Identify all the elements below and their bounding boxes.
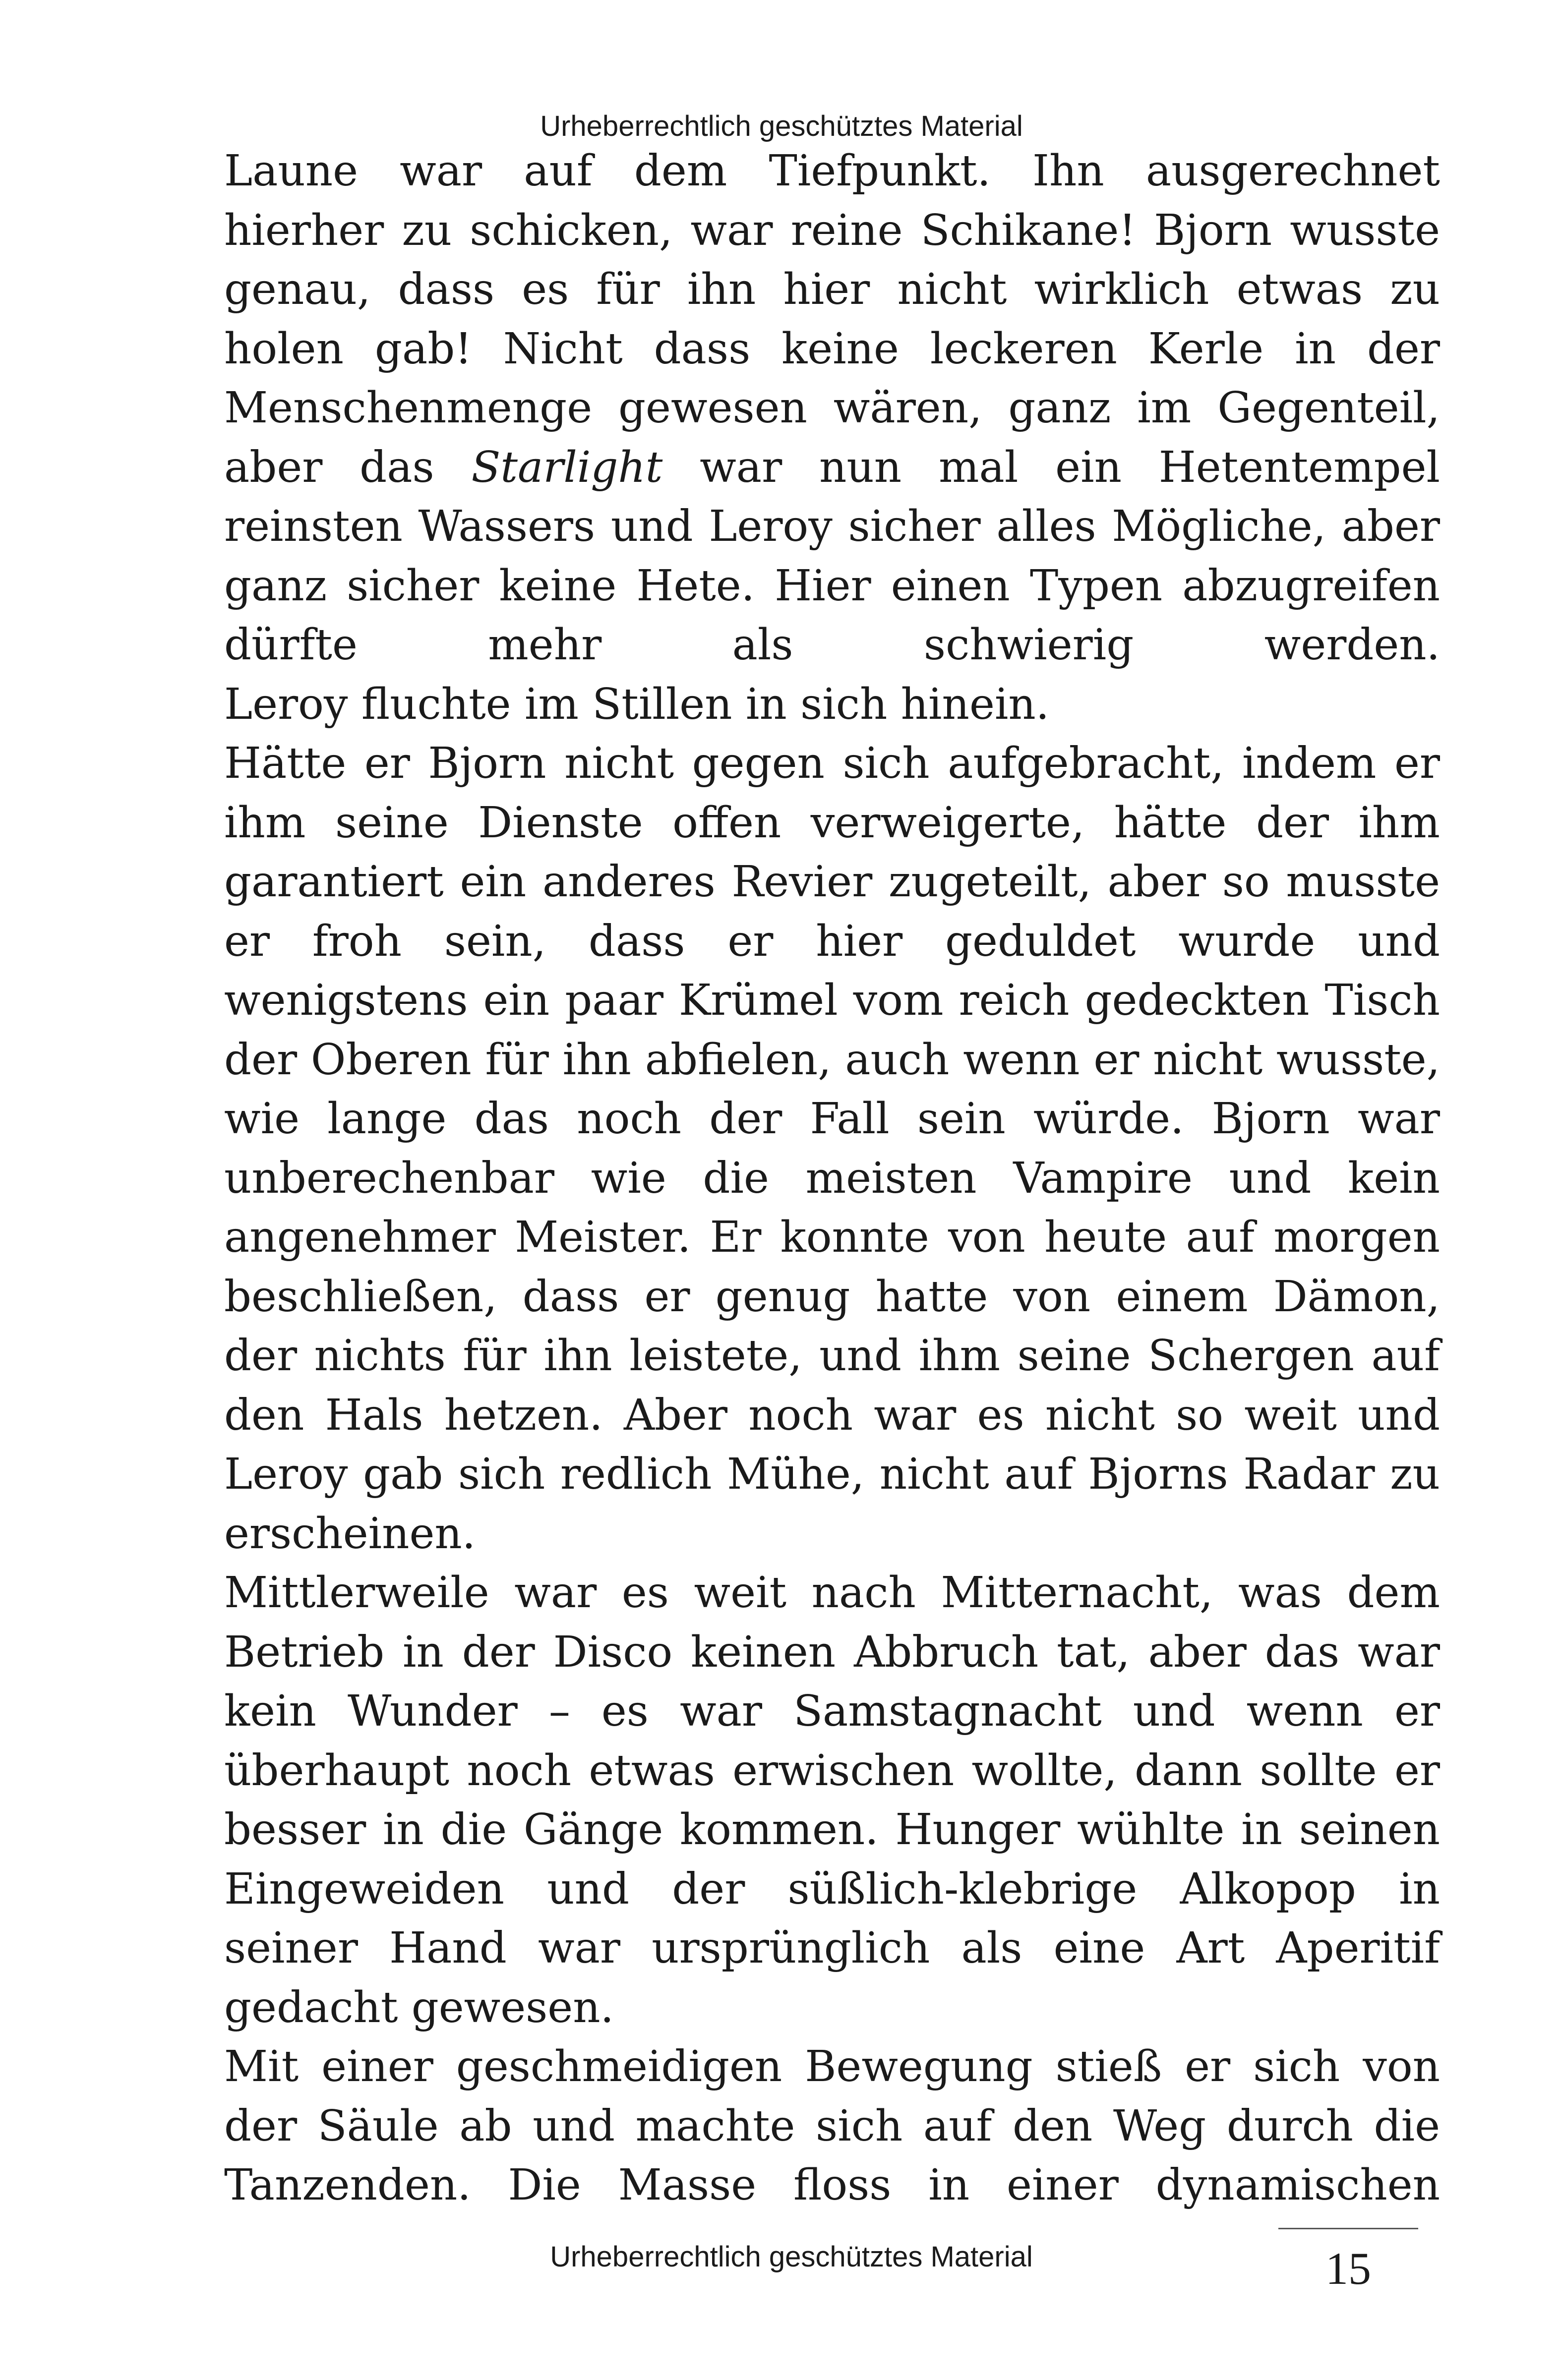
paragraph-4: Mittlerweile war es weit nach Mitternacht, was dem Betrieb in der Disco keinen Abbruch tat, aber das war kein Wunder – es war Samstagnacht und wenn er überhaupt noch etwas erwischen wollte, dann sollte er besser in die Gänge kommen. Hunger wühlte in seinen Eingeweiden und der süßlich-klebrige Alkopop in seiner Hand war ursprünglich als eine Art Aperitif gedacht gewesen. — [224, 1568, 1440, 2032]
page-number: 15 — [1325, 2243, 1371, 2294]
footer-divider — [1278, 2228, 1418, 2229]
paragraph-2: Leroy fluchte im Stillen in sich hinein. — [224, 679, 1050, 729]
book-page-text — [224, 142, 1440, 2215]
copyright-watermark-top: Urheberrechtlich geschütztes Material — [540, 110, 1023, 142]
paragraph-3: Hätte er Bjorn nicht gegen sich aufgebracht, indem er ihm seine Dienste offen verweigerte, hätte der ihm garantiert ein anderes Revier zugeteilt, aber so musste er froh sein, dass er hier geduldet wurde und wenigstens ein paar Krümel vom reich gedeckten Tisch der Oberen für ihn abfielen, auch wenn er nicht wusste, wie lange das noch der Fall sein würde. Bjorn war unberechenbar wie die meisten Vampire und kein angenehmer Meister. Er konnte von heute auf morgen beschließen, dass er genug hatte von einem Dämon, der nichts für ihn leistete, und ihm seine Schergen auf den Hals hetzen. Aber noch war es nicht so weit und Leroy gab sich redlich Mühe, nicht auf Bjorns Radar zu erscheinen. — [224, 739, 1440, 1559]
paragraph-1 — [224, 142, 1440, 675]
paragraph-1-text-b: war nun mal ein Hetentempel reinsten Wassers und Leroy sicher alles Mögliche, aber ganz sicher keine Hete. Hier einen Typen abzugreifen dürfte mehr als schwierig werden. — [224, 442, 1440, 670]
paragraph-1-italic-title: Starlight — [471, 442, 663, 492]
copyright-watermark-bottom: Urheberrechtlich geschütztes Material — [550, 2241, 1033, 2273]
paragraph-5: Mit einer geschmeidigen Bewegung stieß er sich von der Säule ab und machte sich auf den Weg durch die Tanzenden. Die Masse floss in einer dynamischen — [224, 2042, 1440, 2210]
paragraph-1-text-a: Laune war auf dem Tiefpunkt. Ihn ausgerechnet hierher zu schicken, war reine Schikane! Bjorn wusste genau, dass es für ihn hier nicht wirklich etwas zu holen gab! Nicht dass keine leckeren Kerle in der Menschenmenge gewesen wären, ganz im Gegenteil, aber das — [224, 146, 1440, 492]
